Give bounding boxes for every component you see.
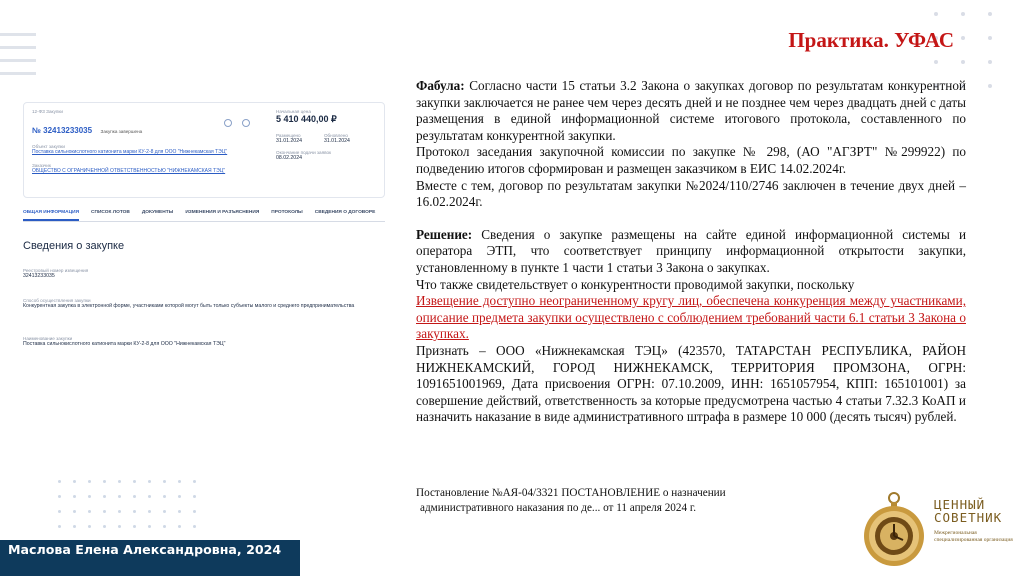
footnote-line1: Постановление №АЯ-04/3321 ПОСТАНОВЛЕНИЕ о назначении	[416, 487, 726, 499]
decision-label: Решение:	[416, 226, 473, 242]
posted-value: 31.01.2024	[276, 138, 302, 144]
purchase-number[interactable]: № 32413233035	[32, 126, 93, 135]
end-label: Окончание подачи заявок	[276, 150, 332, 155]
customer-label: Заказчик	[32, 163, 51, 168]
decor-stripes	[0, 33, 36, 85]
tab-changes[interactable]: ИЗМЕНЕНИЯ И РАЗЪЯСНЕНИЯ	[185, 210, 260, 215]
card-actions	[224, 119, 250, 127]
posted-label: Размещено	[276, 133, 301, 138]
section-title: Сведения о закупке	[23, 240, 125, 252]
price-value: 5 410 440,00 ₽	[276, 114, 337, 124]
field-value: 32413233035	[23, 273, 55, 279]
price-label: Начальная цена	[276, 109, 311, 114]
updated-value: 31.01.2024	[323, 138, 350, 144]
screenshot-tabs	[23, 210, 385, 222]
fabula-text: Согласно части 15 статьи 3.2 Закона о закупках договор по результатам конкурентной закупки заключается не ранее чем через десять дней и не позднее чем через двадцать дней с даты размещения в единой информационной системе итогового протокола, составленного по результатам конкурентной закупки.	[416, 78, 966, 143]
fabula-paragraph	[416, 78, 966, 144]
logo-brand	[934, 498, 1002, 524]
logo-brand-line1: ЦЕННЫЙ	[934, 497, 986, 512]
field-value: Конкурентная закупка в электронной форме, участниками которой могут быть только субъекты малого и среднего предпринимательства	[23, 303, 355, 309]
reg-label: 12-ФЗ Закупки	[32, 109, 63, 114]
field-label: Способ осуществления закупки	[23, 298, 91, 303]
footnote	[416, 486, 816, 516]
logo-brand-line2: СОВЕТНИК	[934, 510, 1003, 525]
procurement-screenshot	[23, 102, 385, 364]
tab-general[interactable]: ОБЩАЯ ИНФОРМАЦИЯ	[23, 210, 79, 221]
share-icon[interactable]	[242, 119, 250, 127]
fabula-label: Фабула:	[416, 78, 465, 93]
field-label: Реестровый номер извещения	[23, 268, 89, 273]
decision-text: Сведения о закупке размещены на сайте единой информационной системы и оператора ЭТП, что соответствует принципу информационной открытости закупки, установленному в пункте 1 части 1 статьи 3 Закона о закупках.	[416, 226, 966, 275]
footnote-line2: административного наказания по де... от 11 апреля 2024 г.	[420, 502, 696, 514]
logo-tagline: Межрегиональная специализированная организация	[934, 530, 1013, 543]
decor-dots-bottom-left	[58, 480, 196, 528]
tab-documents[interactable]: ДОКУМЕНТЫ	[141, 210, 174, 215]
decision-p3: Признать – ООО «Нижнекамская ТЭЦ» (423570, ТАТАРСТАН РЕСПУБЛИКА, РАЙОН НИЖНЕКАМСКИЙ, ГОРОД НИЖНЕКАМСК, ТЕРРИТОРИЯ ПРОМЗОНА, ОГРН: 1091651001969, Дата присвоения ОГРН: 07.10.2009, ИНН: 1651057954, КПП: 165101001) за совершение действий, ответственность за которые предусмотрена частью 4 статьи 7.32.3 КоАП и назначить наказание в виде административного штрафа в размере 10 000 (десять тысяч) рублей.	[416, 342, 966, 425]
purchase-card	[23, 102, 385, 198]
tab-lots[interactable]: СПИСОК ЛОТОВ	[91, 210, 130, 215]
favorite-icon[interactable]	[224, 119, 232, 127]
field-reg-number	[23, 268, 373, 279]
main-text	[416, 78, 966, 426]
field-label: Наименование закупки	[23, 336, 73, 341]
field-method	[23, 298, 373, 309]
decision-p2: Что также свидетельствует о конкурентности проводимой закупки, поскольку	[416, 276, 855, 292]
pocket-watch-icon	[860, 488, 934, 568]
decision-highlight: Извещение доступно неограниченному кругу лиц, обеспечена конкуренция между участниками, описание предмета закупки осуществлено с соблюдением требований части 6.1 статьи 3 Закона о закупках.	[416, 293, 966, 342]
tab-protocols[interactable]: ПРОТОКОЛЫ	[271, 210, 303, 215]
logo	[860, 488, 1024, 568]
field-name	[23, 336, 373, 347]
updated-label: Обновлено	[323, 133, 348, 138]
fabula-p3: Вместе с тем, договор по результатам закупки №2024/110/2746 заключен в течение двух дней – 16.02.2024г.	[416, 177, 966, 210]
purchase-status: Закупка завершена	[100, 129, 143, 134]
decision-paragraph	[416, 227, 966, 277]
end-value: 08.02.2024	[276, 155, 302, 161]
author-banner: Маслова Елена Александровна, 2024	[0, 540, 300, 576]
customer-link[interactable]: ОБЩЕСТВО С ОГРАНИЧЕННОЙ ОТВЕТСТВЕННОСТЬЮ "НИЖНЕКАМСКАЯ ТЭЦ"	[32, 168, 226, 174]
tab-contract[interactable]: СВЕДЕНИЯ О ДОГОВОРЕ	[314, 210, 376, 215]
slide-title: Практика. УФАС	[788, 28, 954, 52]
field-value: Поставка сильнокислотного катионита марки КУ-2-8 для ООО "Нижнекамская ТЭЦ"	[23, 341, 226, 347]
object-link[interactable]: Поставка сильнокислотного катионита марки КУ-2-8 для ООО "Нижнекамская ТЭЦ"	[32, 149, 228, 155]
object-label: Объект закупки	[32, 144, 66, 149]
fabula-p2: Протокол заседания закупочной комиссии по закупке № 298, (АО "АГЗРТ" №299922) по подведению итогов сформирован и размещен заказчиком в ЕИС 14.02.2024г.	[416, 144, 966, 176]
